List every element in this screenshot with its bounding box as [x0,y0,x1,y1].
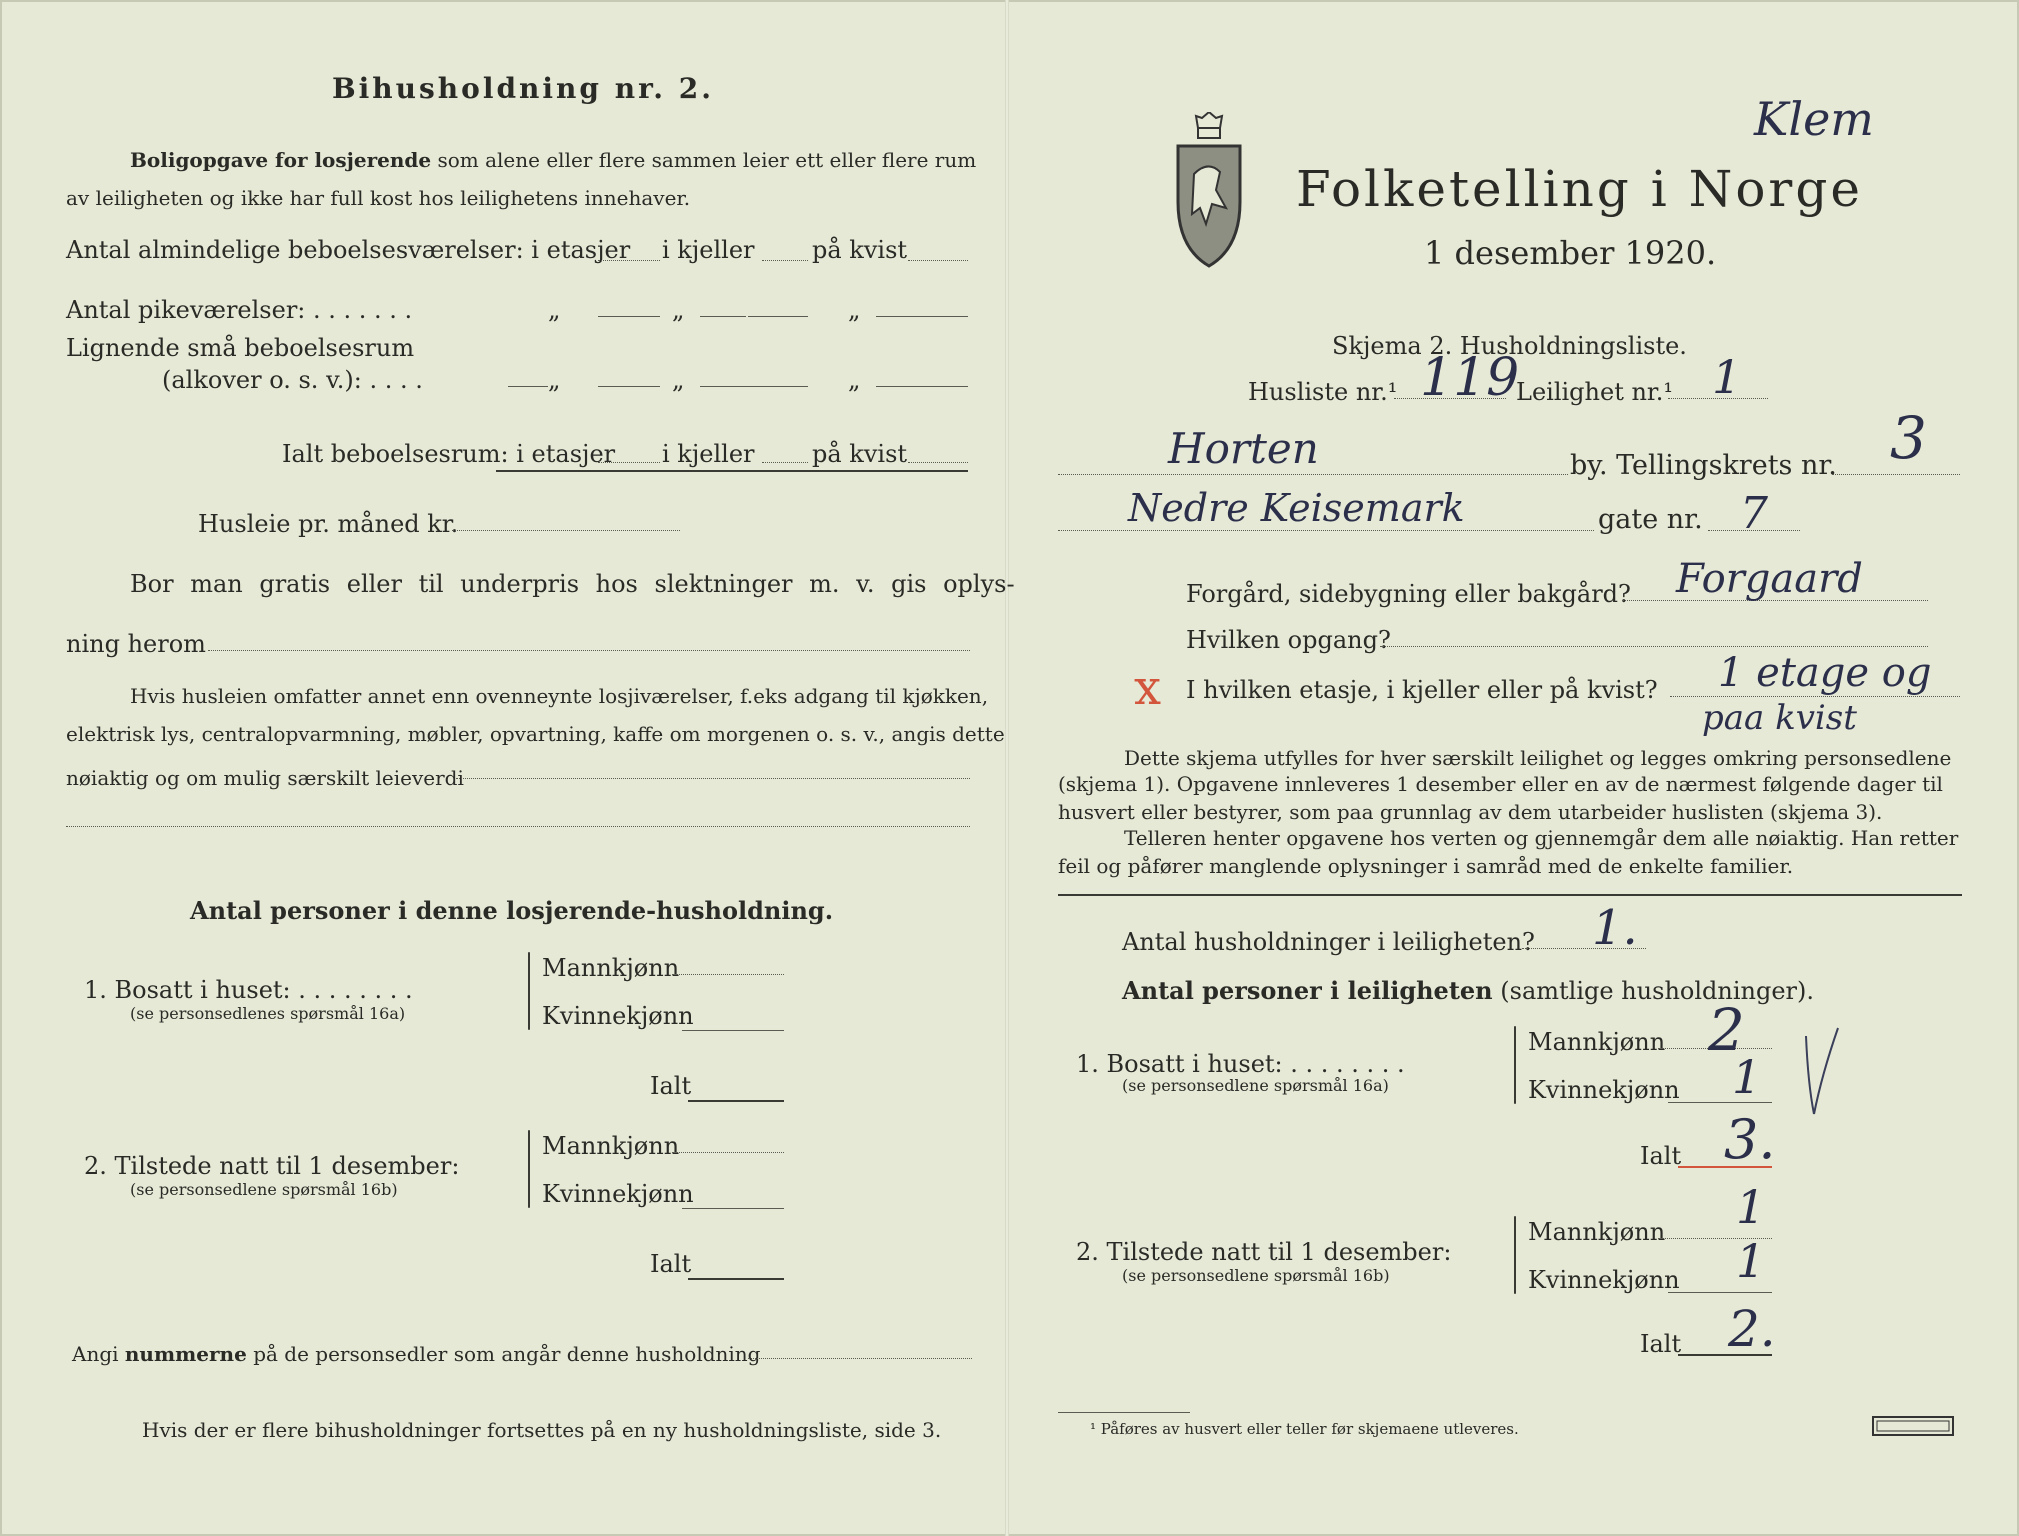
angi-bold: nummerne [124,1342,247,1366]
left-q1-mann-field[interactable] [672,974,784,975]
right-q1-mann-label: Mannkjønn [1528,1028,1666,1056]
forgard-label: Forgård, sidebygning eller bakgård? [1186,580,1631,608]
right-q1-kvinne-label: Kvinnekjønn [1528,1076,1680,1104]
angi-line [72,1342,760,1366]
left-footer: Hvis der er flere bihusholdninger fortsettes på en ny husholdningsliste, side 3. [142,1418,942,1442]
form-title: Folketelling i Norge [1296,160,1863,218]
instr-line-3: husvert eller bestyrer, som paa grunnlag av dem utarbeider huslisten (skjema 3). [1058,800,1883,824]
lignende-etasjer-field[interactable] [598,386,660,387]
intro-rest: som alene eller flere sammen leier ett eller flere rum [437,148,977,172]
left-q1-kvinne-field[interactable] [682,1030,784,1031]
pike-ditto-3: „ [848,296,861,324]
rooms-label: Antal almindelige beboelsesværelser: i etasjer [66,236,631,264]
instr-line-4: Telleren henter opgavene hos verten og gjennemgår dem alle nøiaktig. Han retter [1124,826,1959,850]
by-field[interactable] [1058,474,1568,475]
tally-check-mark-icon [1802,1024,1842,1120]
leilighet-label: Leilighet nr.¹ [1516,378,1674,406]
opgang-field[interactable] [1380,646,1928,647]
left-antal-title: Antal personer i denne losjerende-husholdning. [190,896,834,925]
rooms-kjeller-field[interactable] [762,260,808,261]
left-q2-kvinne-field[interactable] [682,1208,784,1209]
left-q2-label: 2. Tilstede natt til 1 desember: [84,1152,460,1180]
husleie-field[interactable] [452,530,680,531]
left-q1-ialt-label: Ialt [650,1072,692,1100]
husleie-label: Husleie pr. måned kr. [198,510,459,538]
right-q1-brace [1514,1026,1516,1104]
gate-nr-value: 7 [1740,488,1768,539]
left-q2-ialt-label: Ialt [650,1250,692,1278]
pike-ditto-2: „ [672,296,685,324]
gate-value: Nedre Keisemark [1128,486,1465,530]
husholdninger-value: 1. [1592,900,1638,956]
left-q1-mann-label: Mannkjønn [542,954,680,982]
etasje-value-2: paa kvist [1702,698,1857,738]
footnote-rule [1058,1412,1190,1413]
ialt-kjeller-field[interactable] [762,462,808,463]
hvis-line-1: Hvis husleien omfatter annet enn ovenneynte losjiværelser, f.eks adgang til kjøkken, [130,684,989,708]
right-q2-label: 2. Tilstede natt til 1 desember: [1076,1238,1452,1266]
intro-line-2: av leiligheten og ikke har full kost hos leilighetens innehaver. [66,186,691,210]
lignende-kjeller-field[interactable] [700,386,808,387]
ialt-kjeller-label: i kjeller [662,440,755,468]
husholdninger-label: Antal husholdninger i leiligheten? [1122,928,1535,956]
by-value: Horten [1168,424,1319,473]
rooms-etasjer-field[interactable] [598,260,660,261]
pike-kvist-sep [748,316,808,317]
hvis-field-2[interactable] [66,826,970,827]
lignende-kvist-field[interactable] [876,386,968,387]
husliste-label: Husliste nr.¹ [1248,378,1398,406]
right-q2-note: (se personsedlene spørsmål 16b) [1122,1266,1390,1285]
left-q2-kvinne-label: Kvinnekjønn [542,1180,694,1208]
right-q2-brace [1514,1216,1516,1294]
rooms-kjeller-label: i kjeller [662,236,755,264]
leilighet-value: 1 [1712,350,1742,404]
right-q1-note: (se personsedlene spørsmål 16a) [1122,1076,1389,1095]
right-q1-ialt-value: 3. [1724,1108,1776,1171]
coat-of-arms-icon [1172,112,1246,270]
right-q2-kvinne-label: Kvinnekjønn [1528,1266,1680,1294]
gratis-line-2: ning herom [66,630,206,658]
printer-stamp-icon [1872,1416,1954,1436]
left-title: Bihusholdning nr. 2. [332,72,714,105]
right-q1-ialt-label: Ialt [1640,1142,1682,1170]
gate-label: gate nr. [1598,504,1703,535]
hvis-line-2: elektrisk lys, centralopvarmning, møbler, opvartning, kaffe om morgenen o. s. v., angis dette [66,722,1005,746]
hvis-field-1[interactable] [456,778,970,779]
right-q1-mann-value: 2 [1708,996,1745,1064]
right-q2-mann-value: 1 [1736,1180,1766,1234]
right-q1-label: 1. Bosatt i huset: . . . . . . . . [1076,1050,1405,1078]
etasje-value-1: 1 etage og [1718,650,1932,696]
pike-kvist-field[interactable] [876,316,968,317]
etasje-label: I hvilken etasje, i kjeller eller på kvist? [1186,676,1658,704]
left-q1-brace [528,952,530,1030]
left-q2-note: (se personsedlene spørsmål 16b) [130,1180,398,1199]
rooms-kvist-field[interactable] [908,260,968,261]
form-date: 1 desember 1920. [1424,234,1717,272]
instr-line-2: (skjema 1). Opgavene innleveres 1 desember eller en av de nærmest følgende dager til [1058,772,1943,796]
lignende-label-2: (alkover o. s. v.): . . . . [162,366,423,394]
antal-leilighet-rest: (samtlige husholdninger). [1500,977,1815,1005]
skjema-label: Skjema 2. Husholdningsliste. [1332,332,1687,360]
gratis-field[interactable] [208,650,970,651]
antal-leilighet-bold: Antal personer i leiligheten [1122,976,1493,1005]
left-q2-ialt-field[interactable] [688,1278,784,1280]
etasje-field[interactable] [1670,696,1960,697]
lignende-ditto-3: „ [848,366,861,394]
by-label: by. Tellingskrets nr. [1570,450,1837,481]
instr-line-5: feil og påfører manglende oplysninger i samråd med de enkelte familier. [1058,854,1794,878]
krets-field[interactable] [1832,474,1960,475]
left-q1-kvinne-label: Kvinnekjønn [542,1002,694,1030]
instr-line-1: Dette skjema utfylles for hver særskilt leilighet og legges omkring personsedlene [1124,746,1952,770]
pike-kjeller-field[interactable] [700,316,746,317]
right-q2-kvinne-field[interactable] [1668,1292,1772,1293]
angi-rest: på de personsedler som angår denne husholdning [253,1342,761,1366]
opgang-label: Hvilken opgang? [1186,626,1391,654]
red-check-mark: x [1134,660,1162,716]
hvis-line-3: nøiaktig og om mulig særskilt leieverdi [66,766,464,790]
left-q1-note: (se personsedlenes spørsmål 16a) [130,1004,406,1023]
center-fold [1005,0,1009,1536]
intro-bold: Boligopgave for losjerende [130,148,432,172]
krets-value: 3 [1890,404,1927,472]
ialt-rooms-label: Ialt beboelsesrum: i etasjer [282,440,616,468]
gate-field[interactable] [1058,530,1594,531]
ialt-kvist-field[interactable] [908,462,968,463]
right-q2-mann-label: Mannkjønn [1528,1218,1666,1246]
ialt-kvist-label: på kvist [812,440,908,468]
right-q2-ialt-label: Ialt [1640,1330,1682,1358]
left-q1-ialt-field[interactable] [688,1100,784,1102]
lignende-ditto-2: „ [672,366,685,394]
lignende-pre-field [508,386,548,387]
angi-field[interactable] [748,1358,972,1359]
gratis-line-1: Bor man gratis eller til underpris hos slektninger m. v. gis oplys- [130,570,1015,598]
left-q2-mann-label: Mannkjønn [542,1132,680,1160]
corner-signature: Klem [1754,92,1874,146]
pike-label: Antal pikeværelser: . . . . . . . [66,296,413,324]
pike-etasjer-field[interactable] [598,316,660,317]
intro-line-1 [130,148,976,172]
right-q1-kvinne-value: 1 [1732,1050,1762,1104]
right-q2-ialt-value: 2. [1728,1300,1776,1358]
left-q1-label: 1. Bosatt i huset: . . . . . . . . [84,976,413,1004]
ialt-rooms-underline [496,470,968,472]
right-footnote: ¹ Påføres av husvert eller teller før skjemaene utleveres. [1090,1420,1519,1438]
instr-divider [1058,894,1962,896]
forgard-value: Forgaard [1676,556,1863,602]
angi-pre: Angi [72,1342,119,1366]
lignende-label-1: Lignende små beboelsesrum [66,334,415,362]
rooms-kvist-label: på kvist [812,236,908,264]
husliste-value: 119 [1420,348,1520,408]
left-q2-brace [528,1130,530,1208]
right-q2-kvinne-value: 1 [1736,1234,1766,1288]
lignende-ditto-1: „ [548,366,561,394]
ialt-etasjer-field[interactable] [598,462,660,463]
pike-ditto-1: „ [548,296,561,324]
left-q2-mann-field[interactable] [672,1152,784,1153]
